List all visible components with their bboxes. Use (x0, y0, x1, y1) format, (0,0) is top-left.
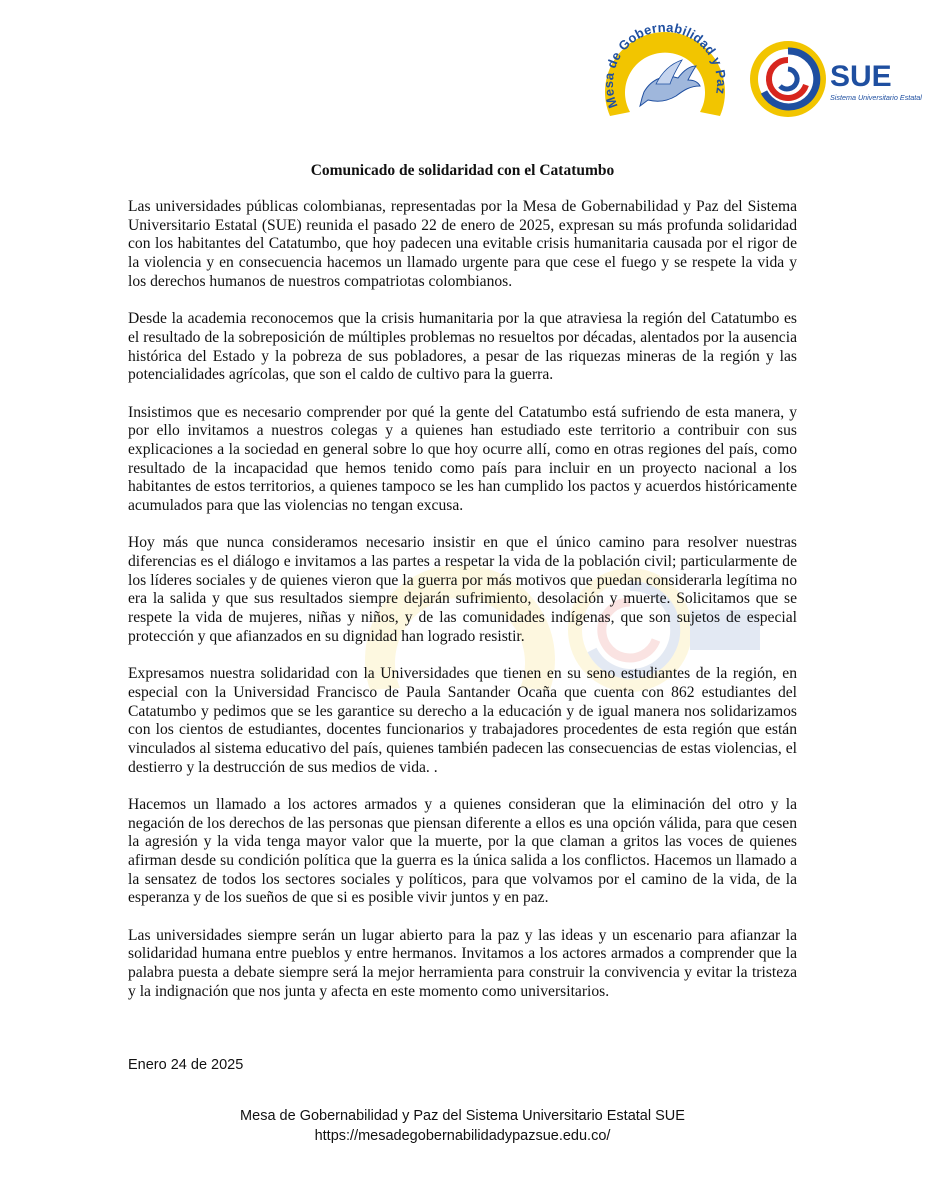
paragraph-1: Las universidades públicas colombianas, representadas por la Mesa de Gobernabilidad y Paz del Sistema Universitario Estatal (SUE) reunida el pasado 22 de enero de 2025, expresan su más profunda solidaridad con los habitantes del Catatumbo, que hoy padecen una evitable crisis humanitaria causada por el rigor de la violencia y en consecuencia hacemos un llamado urgente para que cese el fuego y se respete la vida y los derechos humanos de nuestros compatriotas colombianos. (128, 198, 797, 290)
paragraph-5: Expresamos nuestra solidaridad con la Universidades que tienen en su seno estudiantes de la región, en especial con la Universidad Francisco de Paula Santander Ocaña que cuenta con 862 estudiantes del Catatumbo y pedimos que se les garantice su derecho a la educación y de igual manera nos solidarizamos con los cientos de estudiantes, docentes funcionarios y trabajadores procedentes de esta región que están vinculados al sistema educativo del país, quienes también padecen las consecuencias de estas violencias, el destierro y la destrucción de sus medios de vida. . (128, 665, 797, 776)
sue-spiral-icon (750, 41, 826, 117)
mesa-logo-arc-text: Mesa de Gobernabilidad y Paz (600, 20, 730, 111)
footer-url[interactable]: https://mesadegobernabilidadypazsue.edu.co/ (314, 1128, 611, 1144)
mesa-gobernabilidad-logo (600, 20, 730, 138)
paragraph-4: Hoy más que nunca consideramos necesario insistir en que el único camino para resolver nuestras diferencias es el diálogo e invitamos a las partes a respetar la vida de la población civil; particularmente de los líderes sociales y de quienes vieron que la guerra por más motivos que puedan considerarla legítima no era la salida y que sus resultados siempre dejarán sufrimiento, desolación y muerte. Solicitamos que se respete la vida de mujeres, niñas y niños, y de las comunidades indígenas, que son sujetos de especial protección y que afianzados en su dignidad han logrado resistir. (128, 534, 797, 645)
sue-logo (748, 36, 922, 122)
paragraph-6: Hacemos un llamado a los actores armados y a quienes consideran que la eliminación del otro y la negación de los derechos de las personas que piensan diferente a ellos es una opción válida, para que cesen la agresión y la vida tenga mayor valor que la muerte, por la que claman a gritos las voces de quienes afirman desde su condición política que la guerra es la única salida a los conflictos. Hacemos un llamado a la sensatez de todos los sectores sociales y políticos, para que volvamos por el camino de la vida, de la esperanza y de los sueños de que si es posible vivir juntos y en paz. (128, 795, 797, 907)
document-date: Enero 24 de 2025 (128, 1057, 244, 1073)
sue-logo-subtitle: Sistema Universitario Estatal (830, 93, 922, 102)
sue-logo-text: SUE (830, 60, 892, 93)
paragraph-7: Las universidades siempre serán un lugar abierto para la paz y las ideas y un escenario para afianzar la solidaridad humana entre pueblos y entre hermanos. Invitamos a los actores armados a comprender que la palabra puesta a debate siempre será la mejor herramienta para construir la convivencia y evitar la tristeza y la indignación que nos junta y afecta en este momento como universitarios. (128, 926, 797, 1000)
paragraph-3: Insistimos que es necesario comprender por qué la gente del Catatumbo está sufriendo de esta manera, y por ello invitamos a nuestros colegas y a quienes han estudiado este territorio a contribuir con sus explicaciones a la sociedad en general sobre lo que hoy ocurre allí, como en otras regiones del país, como resultado de la incapacidad que hemos tenido como país para incluir en un proyecto nacional a los habitantes de estos territorios, a quienes tampoco se les han cumplido los pactos y acuerdos históricamente acumulados para que las violencias no tengan excusa. (128, 403, 797, 515)
footer-organization: Mesa de Gobernabilidad y Paz del Sistema Universitario Estatal SUE (240, 1108, 685, 1124)
document-title: Comunicado de solidaridad con el Catatumbo (310, 162, 615, 179)
document-footer (0, 1106, 925, 1146)
document-body (128, 198, 797, 1020)
dove-icon (640, 60, 700, 106)
paragraph-2: Desde la academia reconocemos que la crisis humanitaria por la que atraviesa la región del Catatumbo es el resultado de la sobreposición de múltiples problemas no resueltos por décadas, alentados por la ausencia histórica del Estado y la pobreza de sus pobladores, a pesar de las riquezas mineras de la región y las potencialidades agrícolas, que son el caldo de cultivo para la guerra. (128, 310, 797, 384)
